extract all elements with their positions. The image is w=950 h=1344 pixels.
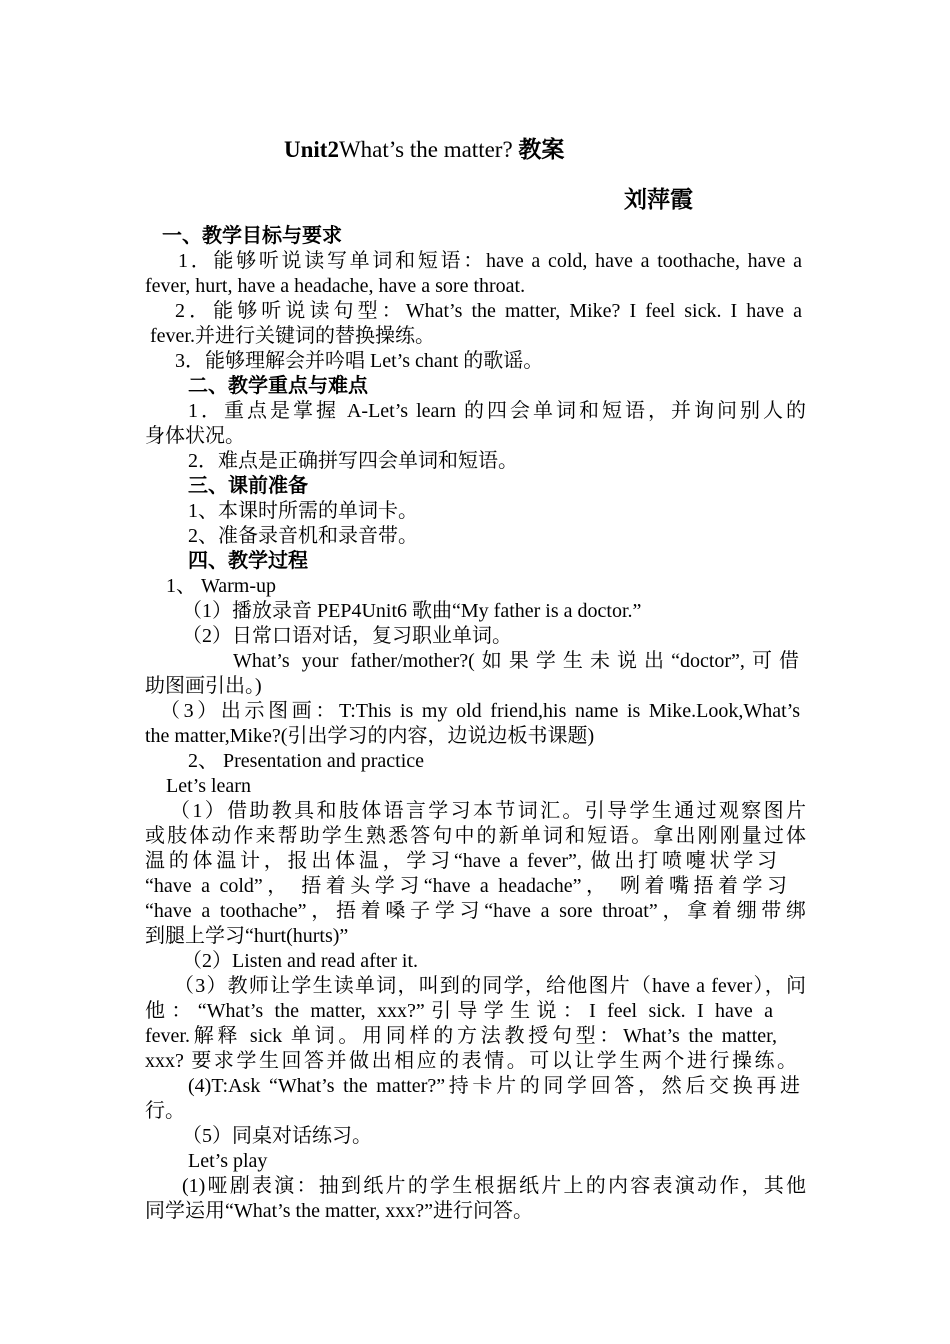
paragraph-line: fever.并进行关键词的替换操练。: [150, 325, 435, 347]
paragraph-line: 2、准备录音机和录音带。: [188, 525, 418, 547]
paragraph-line: fever.解释 sick 单词。用同样的方法教授句型：What’s the matter,: [145, 1025, 777, 1047]
page-title: [284, 135, 564, 165]
paragraph-line: the matter,Mike?(引出学习的内容，边说边板书课题): [145, 725, 595, 747]
section-heading-key-points: 二、教学重点与难点: [188, 375, 368, 397]
paragraph-line: （3）出示图画：T:This is my old friend,his name is Mike.Look,What’s: [160, 700, 800, 722]
title-suffix: 教案: [518, 137, 565, 162]
title-unit: Unit2: [284, 137, 339, 162]
paragraph-line: 2．能够听说读句型：What’s the matter, Mike? I feel sick. I have a: [175, 300, 802, 322]
paragraph-line: “have a toothache”，捂着嗓子学习“have a sore throat”，拿着绷带绑: [145, 900, 806, 922]
title-question: What’s the matter?: [338, 137, 519, 162]
paragraph-line: 3．能够理解会并吟唱 Let’s chant 的歌谣。: [175, 350, 544, 372]
paragraph-line: （1）借助教具和肢体语言学习本节词汇。引导学生通过观察图片: [170, 800, 806, 822]
paragraph-line: 1、本课时所需的单词卡。: [188, 500, 418, 522]
paragraph-line: “have a cold”， 捂着头学习“have a headache”， 咧着嘴捂着学习: [145, 875, 787, 897]
paragraph-line: (4)T:Ask “What’s the matter?”持卡片的同学回答，然后交换再进: [188, 1075, 800, 1097]
paragraph-line: 温的体温计，报出体温，学习“have a fever”, 做出打喷嚏状学习: [145, 850, 777, 872]
paragraph-line: 到腿上学习“hurt(hurts)”: [145, 925, 349, 947]
paragraph-line: 助图画引出。): [145, 675, 262, 697]
section-heading-objectives: 一、教学目标与要求: [162, 225, 342, 247]
paragraph-line: 身体状况。: [145, 425, 245, 447]
paragraph-line: 他：“What’s the matter, xxx?”引导学生说：I feel sick. I have a: [145, 1000, 773, 1022]
paragraph-line: 同学运用“What’s the matter, xxx?”进行问答。: [145, 1200, 533, 1222]
paragraph-line: （5）同桌对话练习。: [182, 1125, 372, 1147]
subsection-lets-learn: Let’s learn: [166, 775, 251, 797]
section-heading-procedure: 四、教学过程: [188, 550, 308, 572]
paragraph-line: 1．能够听说读写单词和短语：have a cold, have a toothache, have a: [178, 250, 802, 272]
paragraph-line: 或肢体动作来帮助学生熟悉答句中的新单词和短语。拿出刚刚量过体: [145, 825, 806, 847]
subsection-warm-up: 1、 Warm-up: [166, 575, 277, 597]
section-heading-preparation: 三、课前准备: [188, 475, 308, 497]
paragraph-line: 行。: [145, 1100, 185, 1122]
paragraph-line: 1．重点是掌握 A-Let’s learn 的四会单词和短语，并询问别人的: [188, 400, 806, 422]
paragraph-line: xxx? 要求学生回答并做出相应的表情。可以让学生两个进行操练。: [145, 1050, 797, 1072]
subsection-presentation: 2、 Presentation and practice: [188, 750, 425, 772]
paragraph-line: (1)哑剧表演：抽到纸片的学生根据纸片上的内容表演动作，其他: [182, 1175, 806, 1197]
paragraph-line: fever, hurt, have a headache, have a sore throat.: [145, 275, 526, 297]
author-name: 刘萍霞: [624, 187, 693, 212]
subsection-lets-play: Let’s play: [188, 1150, 268, 1172]
paragraph-line: What’s your father/mother?(如果学生未说出“doctor”,可借: [233, 650, 799, 672]
paragraph-line: （2）Listen and read after it.: [182, 950, 419, 972]
paragraph-line: （3）教师让学生读单词，叫到的同学，给他图片（have a fever），问: [174, 975, 806, 997]
paragraph-line: （2）日常口语对话，复习职业单词。: [182, 625, 512, 647]
paragraph-line: 2．难点是正确拼写四会单词和短语。: [188, 450, 518, 472]
paragraph-line: （1）播放录音 PEP4Unit6 歌曲“My father is a doctor.”: [182, 600, 642, 622]
